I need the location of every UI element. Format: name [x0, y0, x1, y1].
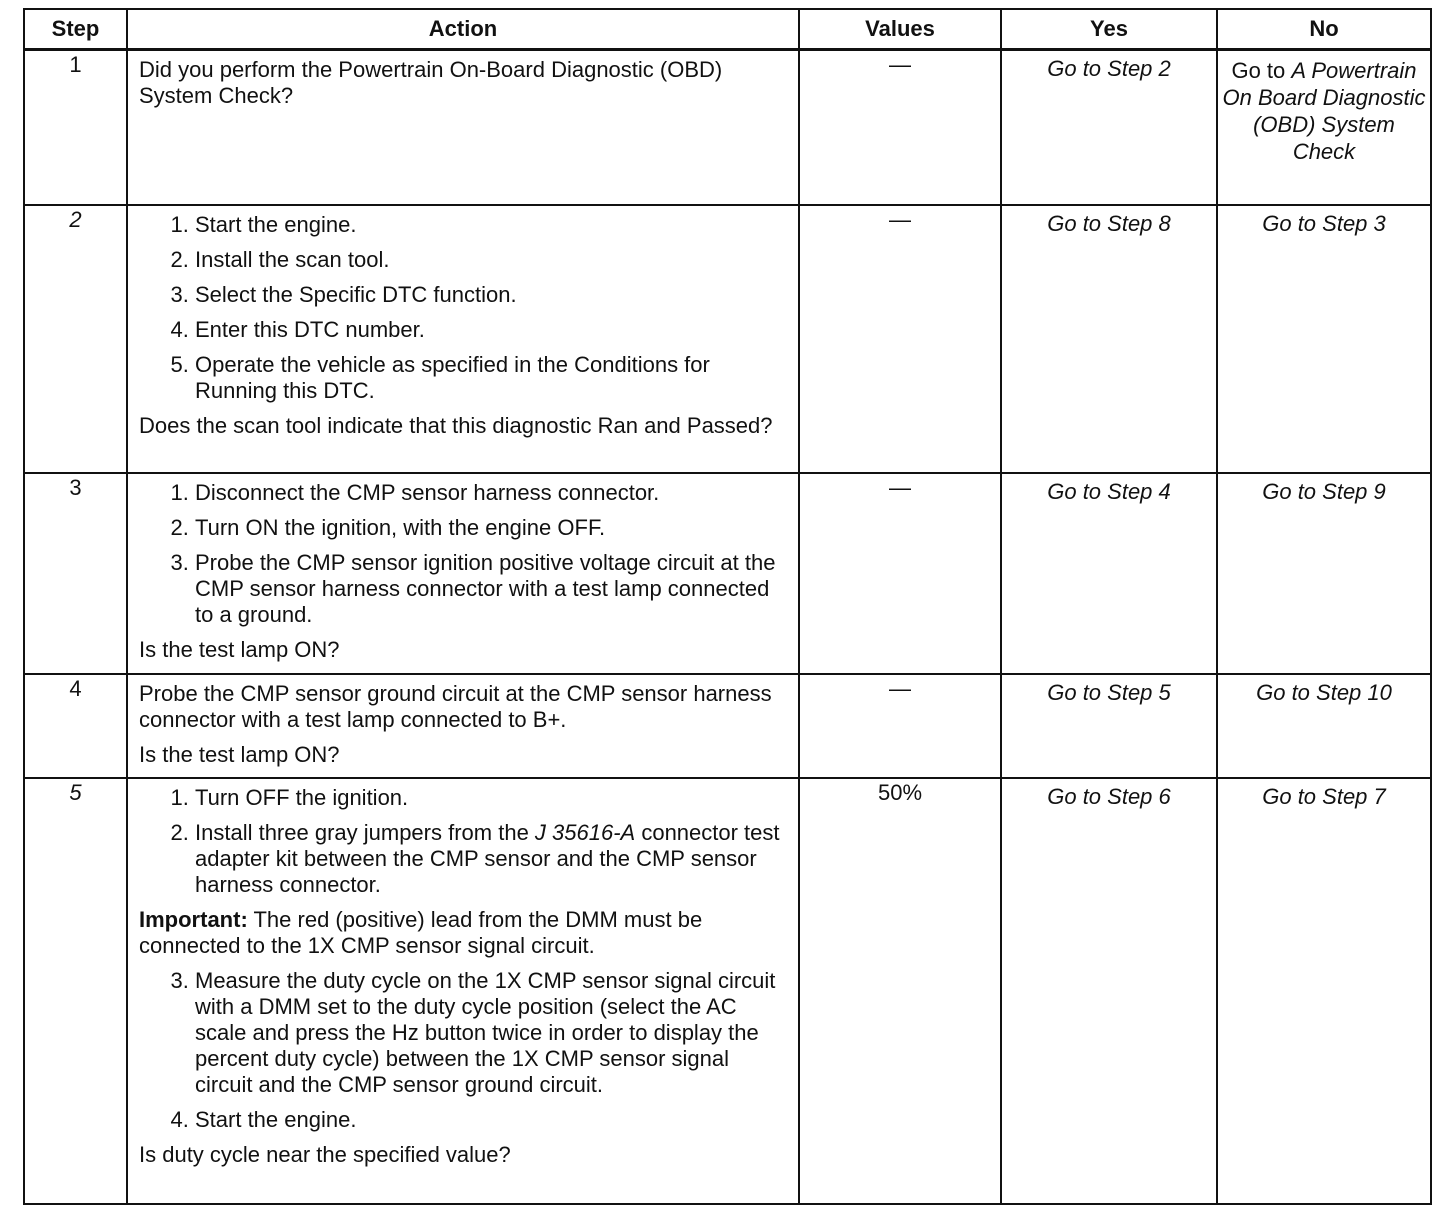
action-question: Is duty cycle near the specified value?	[139, 1141, 511, 1167]
value-text: —	[889, 206, 911, 232]
header-step: Step	[24, 9, 127, 50]
step-number: 3	[24, 473, 127, 674]
action-steps	[139, 968, 788, 1133]
action-step	[195, 820, 788, 898]
action-step: 4. Enter this DTC number.	[195, 317, 788, 343]
values-cell	[799, 50, 1001, 205]
step-text: connector test adapter kit between the CMP sensor and the CMP sensor harness connector.	[195, 819, 780, 897]
yes-cell: Go to Step 4	[1001, 473, 1217, 674]
action-steps	[139, 785, 788, 898]
yes-cell: Go to Step 8	[1001, 205, 1217, 473]
action-step: 5. Operate the vehicle as specified in the Conditions for Running this DTC.	[195, 352, 788, 404]
header-values: Values	[799, 9, 1001, 50]
action-step: 1. Disconnect the CMP sensor harness connector.	[195, 480, 788, 506]
value-text: 50%	[877, 779, 923, 805]
action-step: 3. Probe the CMP sensor ignition positive voltage circuit at the CMP sensor harness connector with a test lamp connected to a ground.	[195, 550, 788, 628]
step-number: 5	[24, 778, 127, 1204]
no-procedure-link: A Powertrain On Board Diagnostic (OBD) System Check	[1222, 58, 1426, 164]
action-question: Is the test lamp ON?	[139, 741, 340, 767]
important-note	[139, 907, 788, 959]
yes-cell: Go to Step 5	[1001, 674, 1217, 778]
step-number: 4	[24, 674, 127, 778]
yes-cell: Go to Step 6	[1001, 778, 1217, 1204]
value-text: —	[889, 675, 911, 701]
action-step: 1. Turn OFF the ignition.	[195, 785, 788, 811]
action-cell	[127, 778, 799, 1204]
no-cell: Go to Step 7	[1217, 778, 1431, 1204]
value-text: —	[889, 52, 911, 77]
no-cell: Go to Step 3	[1217, 205, 1431, 473]
action-cell	[127, 205, 799, 473]
yes-cell: Go to Step 2	[1001, 50, 1217, 205]
tool-reference: J 35616-A	[534, 819, 636, 845]
no-prefix: Go to	[1231, 58, 1292, 83]
header-action: Action	[127, 9, 799, 50]
action-step: 3. Measure the duty cycle on the 1X CMP sensor signal circuit with a DMM set to the duty cycle position (select the AC scale and press the Hz button twice in order to display the percent duty cycle) between the 1X CMP sensor signal circuit and the CMP sensor ground circuit.	[195, 968, 788, 1098]
action-question: Did you perform the Powertrain On-Board Diagnostic (OBD) System Check?	[139, 57, 723, 108]
values-cell	[799, 205, 1001, 473]
action-text: Probe the CMP sensor ground circuit at the CMP sensor harness connector with a test lamp connected to B+.	[139, 680, 772, 732]
important-text: The red (positive) lead from the DMM must be connected to the 1X CMP sensor signal circuit.	[139, 906, 703, 958]
important-label: Important:	[139, 906, 248, 932]
action-question: Does the scan tool indicate that this diagnostic Ran and Passed?	[139, 412, 773, 438]
table-row	[24, 205, 1431, 473]
diagnostic-table	[23, 8, 1432, 1205]
header-row	[24, 9, 1431, 50]
table-row	[24, 473, 1431, 674]
action-cell	[127, 473, 799, 674]
action-step: 4. Start the engine.	[195, 1107, 788, 1133]
no-cell: Go to Step 9	[1217, 473, 1431, 674]
step-number: 2	[24, 205, 127, 473]
table-row	[24, 50, 1431, 205]
action-steps	[139, 212, 788, 404]
step-number: 1	[24, 50, 127, 205]
table-row	[24, 674, 1431, 778]
action-step: 1. Start the engine.	[195, 212, 788, 238]
action-cell	[127, 50, 799, 205]
values-cell	[799, 473, 1001, 674]
no-cell: Go to Step 10	[1217, 674, 1431, 778]
action-cell	[127, 674, 799, 778]
no-cell	[1217, 50, 1431, 205]
action-step: 2. Install the scan tool.	[195, 247, 788, 273]
value-text: —	[889, 474, 911, 500]
action-step: 2. Turn ON the ignition, with the engine OFF.	[195, 515, 788, 541]
action-question: Is the test lamp ON?	[139, 636, 340, 662]
table-row	[24, 778, 1431, 1204]
header-no: No	[1217, 9, 1431, 50]
action-step: 3. Select the Specific DTC function.	[195, 282, 788, 308]
header-yes: Yes	[1001, 9, 1217, 50]
values-cell	[799, 778, 1001, 1204]
values-cell	[799, 674, 1001, 778]
action-steps	[139, 480, 788, 628]
step-text: Install three gray jumpers from the	[195, 819, 535, 845]
